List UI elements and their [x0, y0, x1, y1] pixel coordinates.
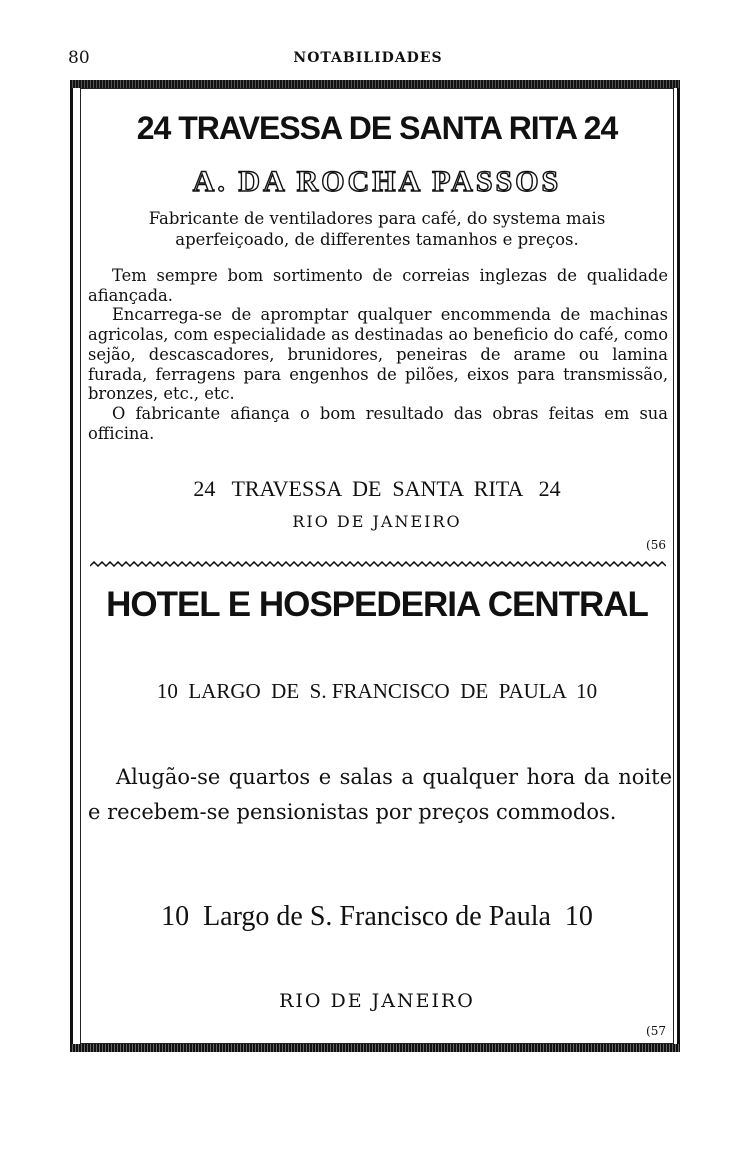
ad2-body [88, 760, 672, 830]
ad1-intro: Fabricante de ventiladores para café, do systema mais aperfeiçoado, de differentes tamanhos e preços. [148, 209, 606, 249]
bottom-rule [70, 1044, 680, 1052]
zigzag-divider [90, 561, 666, 567]
ad1-name: A. DA ROCHA PASSOS [192, 165, 562, 198]
ad2-ref: (57 [646, 1024, 666, 1038]
ad2-city: RIO DE JANEIRO [279, 990, 475, 1012]
ad2-address-top: 10 LARGO DE S. FRANCISCO DE PAULA 10 [156, 679, 598, 703]
paragraph: Encarrega-se de aprompt​ar qualquer encommenda de machinas agricolas, com especialidade as destinadas ao beneficio do café, como sejão, descascadores, brunidores, peneiras de arame ou lamina furada, ferragens para engenhos de pilões, eixos para transmissão, bronzes, etc., etc. [88, 305, 668, 404]
ad2-title: HOTEL E HOSPEDERIA CENTRAL [106, 585, 648, 624]
ad1-title: 24 TRAVESSA DE SANTA RITA 24 [136, 110, 618, 146]
ad2-address-bottom: 10 Largo de S. Francisco de Paula 10 [161, 901, 593, 932]
paragraph: O fabricante afiança o bom resultado das obras feitas em sua officina. [88, 403, 668, 443]
top-rule [70, 80, 680, 88]
ad1-city: RIO DE JANEIRO [292, 512, 462, 531]
page-number: 80 [68, 48, 90, 68]
paragraph: Tem sempre bom sortimento de correias inglezas de qualidade afiançada. [88, 266, 668, 305]
paragraph: Alugão-se quartos e salas a qualquer hora da noite e recebem-se pensionistas por preços commodos. [88, 765, 672, 824]
running-head: NOTABILIDADES [293, 50, 443, 66]
ad1-address: 24 TRAVESSA DE SANTA RITA 24 [193, 476, 561, 501]
ad1-ref: (56 [646, 538, 666, 552]
ad1-body [88, 266, 668, 443]
